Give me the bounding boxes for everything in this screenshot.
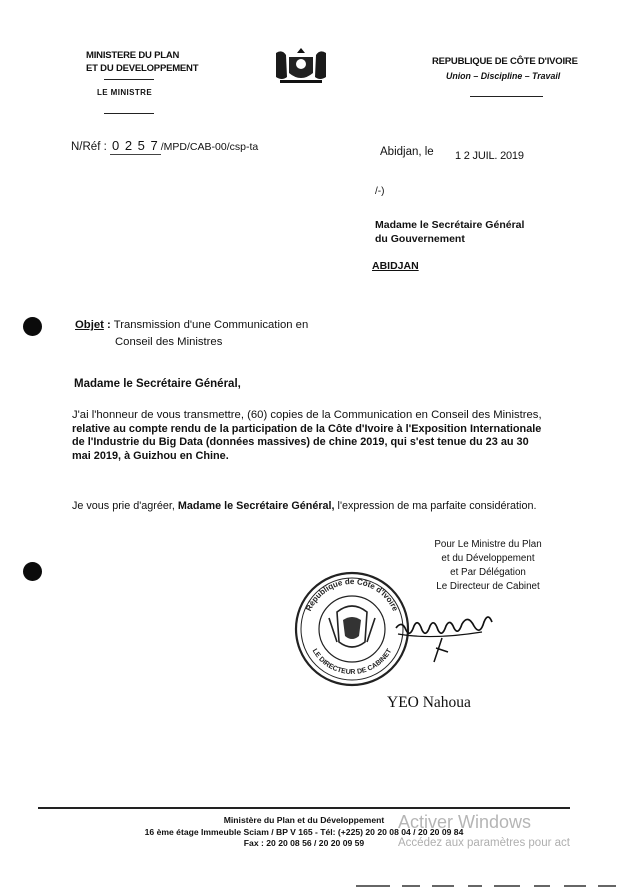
national-motto: Union – Discipline – Travail (446, 71, 561, 81)
body-p1-bold1: relative au compte rendu de la participation de la Côte d'Ivoire à l'Exposition Internationale (72, 422, 542, 435)
ministry-name-line2: ET DU DEVELOPPEMENT (86, 63, 199, 74)
punch-hole-top (23, 317, 42, 336)
scan-edge-marks (350, 878, 619, 890)
dateline-place: Abidjan, le (380, 146, 434, 158)
header-right-divider (470, 96, 543, 97)
reference-suffix: /MPD/CAB-00/csp-ta (160, 141, 259, 153)
watermark-subtitle[interactable]: Accédez aux paramètres pour act (398, 837, 570, 849)
header-left-divider (104, 79, 154, 80)
office-title: LE MINISTRE (97, 88, 153, 97)
signature-line2: et du Développement (441, 553, 535, 564)
recipient-city: ABIDJAN (372, 260, 419, 272)
subject-colon: : (107, 319, 111, 331)
salutation: Madame le Secrétaire Général, (74, 378, 241, 390)
footer-line2: 16 ème étage Immeuble Sciam / BP V 165 - Tél: (+225) 20 20 08 04 / 20 20 09 84 (144, 826, 464, 837)
svg-text:LE DIRECTEUR DE CABINET: LE DIRECTEUR DE CABINET (310, 647, 394, 677)
body-p2-start: Je vous prie d'agréer, (72, 500, 175, 512)
header-left-divider-2 (104, 113, 154, 114)
reference-number: 0 2 5 7 (112, 138, 159, 153)
subject-label: Objet (75, 319, 104, 331)
body-p2-end: l'expression de ma parfaite considération. (337, 500, 537, 512)
recipient-line1: Madame le Secrétaire Général (375, 219, 525, 231)
recipient-marker: /-) (375, 186, 385, 197)
recipient-line2: du Gouvernement (375, 233, 465, 245)
coat-of-arms-icon (272, 47, 330, 85)
watermark-title[interactable]: Activer Windows (398, 812, 532, 832)
dateline-date: 1 2 JUIL. 2019 (455, 150, 524, 162)
body-p2-bold: Madame le Secrétaire Général, (177, 500, 335, 512)
ministry-name-line1: MINISTERE DU PLAN (86, 50, 180, 61)
body-p1-bold3: mai 2019, à Guizhou en Chine. (72, 449, 229, 462)
reference-prefix: N/Réf : (71, 141, 107, 153)
signature-line4: Le Directeur de Cabinet (436, 581, 540, 592)
punch-hole-bottom (23, 562, 42, 581)
signature-line3: et Par Délégation (450, 567, 526, 578)
signature-line1: Pour Le Ministre du Plan (434, 539, 542, 550)
body-p1-bold2: de l'Industrie du Big Data (données massives) de chine 2019, qui s'est tenue du 23 au 30 (72, 436, 529, 449)
subject-line1: Transmission d'une Communication en (113, 319, 309, 331)
handwritten-signature (392, 608, 502, 664)
signatory-name: YEO Nahoua (387, 694, 471, 711)
footer-rule (38, 807, 570, 809)
svg-text:République de Côte d'Ivoire: République de Côte d'Ivoire (304, 576, 400, 613)
body-p1-intro: J'ai l'honneur de vous transmettre, (60) copies de la Communication en Conseil des Ministres, (72, 409, 542, 421)
republic-name: REPUBLIQUE DE CÔTE D'IVOIRE (432, 56, 578, 67)
footer-line3: Fax : 20 20 08 56 / 20 20 09 59 (243, 838, 365, 848)
subject-line2: Conseil des Ministres (115, 336, 223, 348)
footer-line1: Ministère du Plan et du Développement (223, 815, 385, 825)
